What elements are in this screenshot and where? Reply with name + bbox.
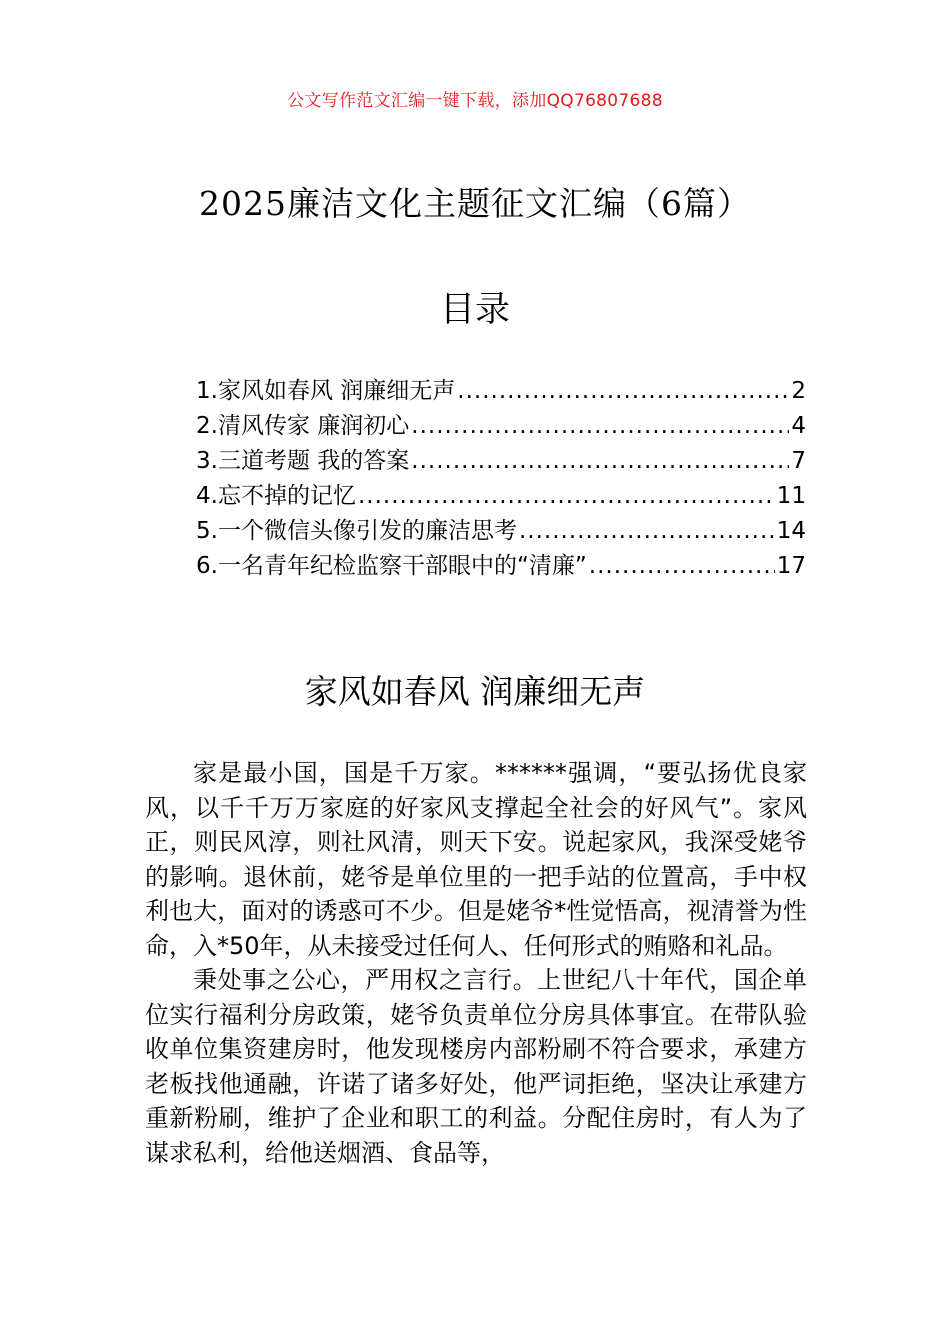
article-body: [145, 756, 807, 1170]
toc-entry-text: 3.三道考题 我的答案: [196, 448, 410, 474]
header-banner: 公文写作范文汇编一键下载，添加QQ76807688: [287, 91, 663, 111]
toc-entry-4[interactable]: [196, 479, 806, 514]
toc-entry-page: 11: [776, 483, 806, 509]
toc-entry-page: 4: [791, 413, 806, 439]
toc-entry-5[interactable]: [196, 514, 806, 549]
article-title: 家风如春风 润廉细无声: [304, 672, 646, 711]
toc-entry-page: 14: [776, 518, 806, 544]
toc-entry-page: 7: [791, 448, 806, 474]
toc-leader-dots: [519, 514, 775, 549]
article-paragraph-2: 秉处事之公心，严用权之言行。上世纪八十年代，国企单位实行福利分房政策，姥爷负责单位分房具体事宜。在带队验收单位集资建房时，他发现楼房内部粉刷不符合要求，承建方老板找他通融，许诺了诸多好处，他严词拒绝，坚决让承建方重新粉刷，维护了企业和职工的利益。分配住房时，有人为了谋求私利，给他送烟酒、食品等，: [145, 966, 807, 1167]
toc-entry-text: 4.忘不掉的记忆: [196, 483, 356, 509]
toc-leader-dots: [411, 409, 789, 444]
toc-entry-1[interactable]: [196, 374, 806, 409]
toc-entry-text: 2.清风传家 廉润初心: [196, 413, 410, 439]
toc-heading: 目录: [439, 290, 510, 330]
table-of-contents: [196, 374, 806, 584]
toc-entry-text: 5.一个微信头像引发的廉洁思考: [196, 518, 517, 544]
toc-entry-3[interactable]: [196, 444, 806, 479]
toc-entry-page: 17: [776, 553, 806, 579]
toc-leader-dots: [457, 374, 789, 409]
document-title: 2025廉洁文化主题征文汇编（6篇）: [199, 184, 751, 223]
toc-entry-page: 2: [791, 378, 806, 404]
toc-leader-dots: [589, 549, 775, 584]
toc-leader-dots: [411, 444, 789, 479]
toc-entry-text: 6.一名青年纪检监察干部眼中的“清廉”: [196, 553, 587, 579]
article-paragraph-1: 家是最小国，国是千万家。******强调，“要弘扬优良家风，以千千万万家庭的好家风支撑起全社会的好风气”。家风正，则民风淳，则社风清，则天下安。说起家风，我深受姥爷的影响。退休前，姥爷是单位里的一把手站的位置高，手中权利也大，面对的诱惑可不少。但是姥爷*性觉悟高，视清誉为性命，入*50年，从未接受过任何人、任何形式的贿赂和礼品。: [145, 759, 807, 960]
toc-entry-2[interactable]: [196, 409, 806, 444]
toc-entry-6[interactable]: [196, 549, 806, 584]
toc-entry-text: 1.家风如春风 润廉细无声: [196, 378, 456, 404]
toc-leader-dots: [358, 479, 775, 514]
